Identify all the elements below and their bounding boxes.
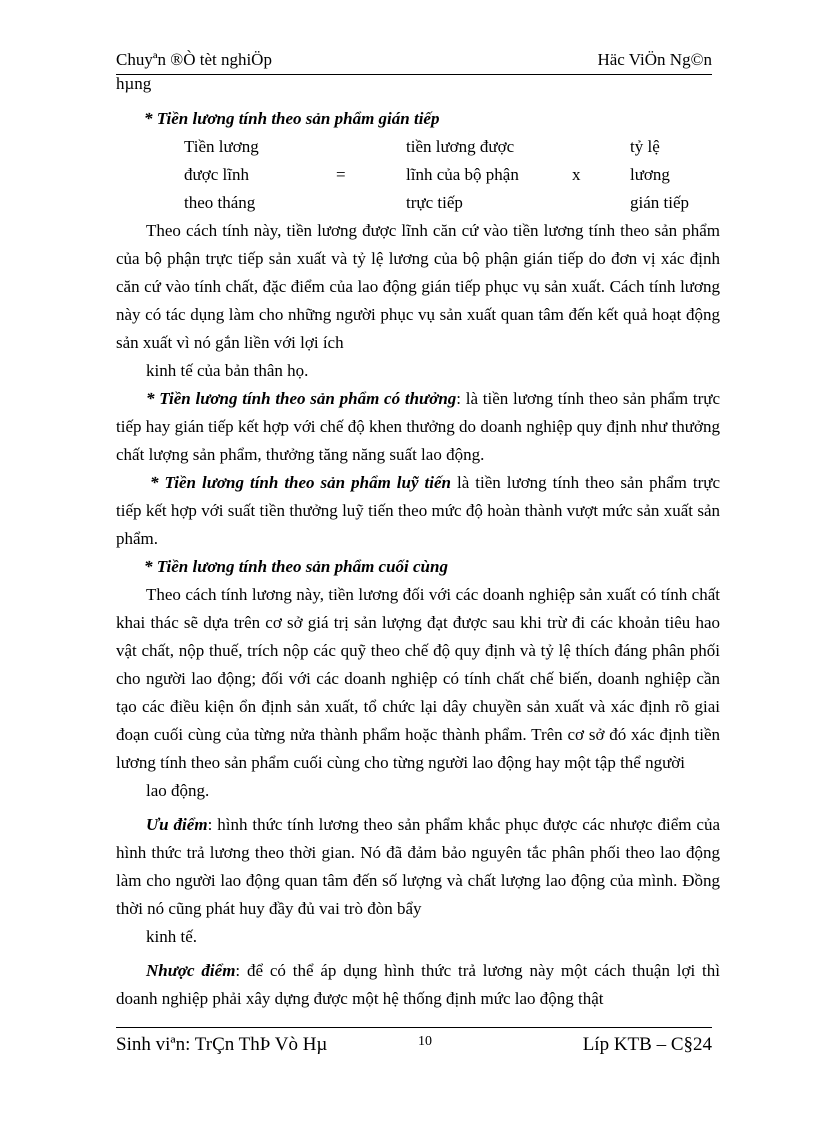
bonus-heading: * Tiền lương tính theo sản phẩm có thưởng — [146, 389, 457, 408]
paragraph-text: : để có thể áp dụng hình thức trả lương này một cách thuận lợi thì doanh nghiệp phải xây dựng được một hệ thống định mức lao động thật — [116, 961, 721, 1008]
paragraph-text: là tiền lương tính theo sản phẩm trực tiếp kết hợp với suất tiền thưởng luỹ tiến theo mức độ hoàn thành vượt mức sản xuất sản phẩm. — [116, 473, 720, 548]
final-product-heading: * Tiền lương tính theo sản phẩm cuối cùng — [144, 557, 448, 576]
formula-equals: = — [336, 165, 346, 184]
final-product-paragraph — [116, 581, 720, 805]
advantages-paragraph — [116, 811, 720, 951]
page-body — [116, 105, 720, 1013]
formula-term: lương — [630, 165, 670, 184]
paragraph-text-end: lao động. — [146, 781, 210, 800]
formula-multiply: x — [572, 165, 581, 184]
indirect-paragraph — [116, 217, 720, 385]
formula-term: tỷ lệ — [630, 137, 660, 156]
paragraph-text-end: kinh tế của bản thân họ. — [146, 361, 309, 380]
formula-term: được lĩnh — [184, 165, 249, 184]
header-institution: Häc ViÖn Ng©n — [597, 50, 712, 69]
page-header — [116, 50, 712, 75]
formula-term: gián tiếp — [630, 193, 690, 212]
paragraph-text-end: kinh tế. — [146, 927, 197, 946]
salary-formula — [184, 133, 720, 217]
paragraph-text: Theo cách tính lương này, tiền lương đối với các doanh nghiệp sản xuất có tính chất khai thác sẽ dựa trên cơ sở giá trị sản lượng đạt được sau khi trừ đi các khoản tiêu hao vật chất, nộp thuế, trích nộp các quỹ theo chế độ quy định và tỷ lệ thích đáng phân phối cho người lao động; đối với các doanh nghiệp có tính chất chế biến, doanh nghiệp cần tạo các điều kiện ổn định sản xuất, tổ chức lại dây chuyền sản xuất và xác định rõ giai đoạn cuối cùng của từng nửa thành phẩm hoặc thành phẩm. Trên cơ sở đó xác định tiền lương tính theo sản phẩm cuối cùng cho từng người lao động hay một tập thể người — [116, 585, 720, 772]
header-title: Chuyªn ®Ò tèt nghiÖp — [116, 50, 272, 69]
formula-term: lĩnh của bộ phận — [406, 165, 519, 184]
header-continuation: hµng — [116, 74, 152, 93]
page-footer — [116, 1027, 712, 1062]
formula-term: Tiền lương — [184, 137, 259, 156]
formula-term: theo tháng — [184, 193, 256, 212]
paragraph-text: : là tiền lương tính theo sản phẩm trực tiếp hay gián tiếp kết hợp với chế độ khen thưởng do doanh nghiệp quy định như thưởng chất lượng sản phẩm, thưởng tăng năng suất lao động. — [116, 389, 721, 464]
indirect-heading: * Tiền lương tính theo sản phẩm gián tiếp — [144, 109, 440, 128]
footer-class: Líp KTB – C§24 — [582, 1034, 712, 1055]
formula-term: tiền lương được — [406, 137, 515, 156]
page-number: 10 — [418, 1034, 432, 1049]
formula-term: trực tiếp — [406, 193, 463, 212]
disadvantages-paragraph — [116, 957, 720, 1013]
progressive-paragraph — [116, 469, 720, 553]
advantages-label: Ưu điểm — [146, 815, 208, 834]
footer-student: Sinh viªn: TrÇn ThÞ Vò Hµ — [116, 1034, 328, 1055]
progressive-heading: * Tiền lương tính theo sản phẩm luỹ tiến — [150, 473, 451, 492]
paragraph-text: Theo cách tính này, tiền lương được lĩnh căn cứ vào tiền lương tính theo sản phẩm của bộ phận trực tiếp sản xuất và tỷ lệ lương của bộ phận gián tiếp do đơn vị xác định căn cứ vào tính chất, đặc điểm của lao động gián tiếp phục vụ sản xuất. Cách tính lương này có tác dụng làm cho những người phục vụ sản xuất quan tâm đến kết quả hoạt động sản xuất vì nó gắn liền với lợi ích — [116, 221, 720, 352]
disadvantages-label: Nhược điểm — [146, 961, 236, 980]
paragraph-text: : hình thức tính lương theo sản phẩm khắc phục được các nhược điểm của hình thức trả lương theo thời gian. Nó đã đảm bảo nguyên tắc phân phối theo lao động làm cho người lao động quan tâm đến số lượng và chất lượng lao động của mình. Đồng thời nó cũng phát huy đầy đủ vai trò đòn bẩy — [116, 815, 720, 918]
bonus-paragraph — [116, 385, 720, 469]
